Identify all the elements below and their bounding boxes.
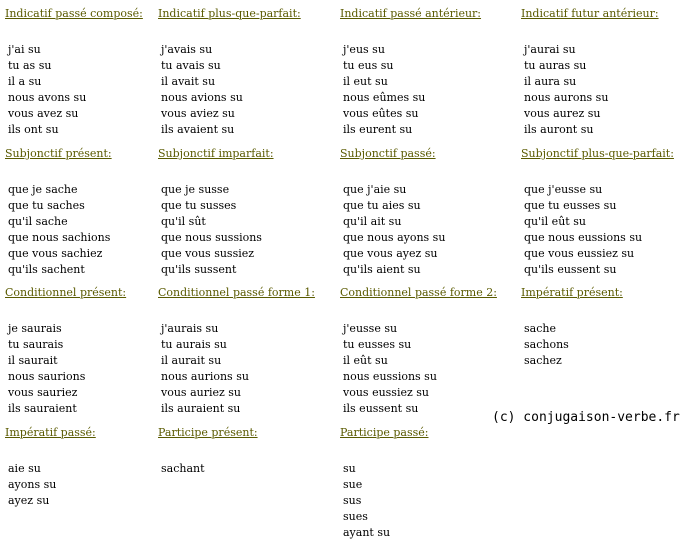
conjugated-form: vous eussiez su bbox=[343, 386, 429, 399]
conjugated-form: que vous eussiez su bbox=[524, 247, 635, 260]
conjugated-form: ils auront su bbox=[524, 123, 594, 136]
conjugated-form: il aurait su bbox=[161, 354, 222, 367]
conjugated-form: il eût su bbox=[343, 354, 388, 367]
conjugated-form: que nous sachions bbox=[8, 231, 111, 244]
conjugation-list bbox=[161, 182, 262, 278]
conjugated-form: nous avions su bbox=[161, 91, 243, 104]
tense-title[interactable]: Participe passé: bbox=[340, 426, 429, 439]
conjugated-form: j'eus su bbox=[343, 43, 385, 56]
conjugation-list bbox=[8, 461, 56, 509]
conjugation-list bbox=[343, 321, 437, 417]
conjugated-form: j'aurai su bbox=[524, 43, 576, 56]
conjugated-form: ils eussent su bbox=[343, 402, 419, 415]
conjugated-form: tu eus su bbox=[343, 59, 394, 72]
tense-title[interactable]: Participe présent: bbox=[158, 426, 258, 439]
conjugated-form: que vous sussiez bbox=[161, 247, 255, 260]
conjugated-form: vous sauriez bbox=[8, 386, 78, 399]
tense-title[interactable]: Subjonctif passé: bbox=[340, 147, 436, 160]
conjugated-form: ayons su bbox=[8, 478, 57, 491]
conjugated-form: sachons bbox=[524, 338, 569, 351]
conjugated-form: j'ai su bbox=[8, 43, 41, 56]
tense-title[interactable]: Subjonctif présent: bbox=[5, 147, 112, 160]
tense-title[interactable]: Conditionnel passé forme 2: bbox=[340, 286, 497, 299]
conjugated-form: que j'aie su bbox=[343, 183, 407, 196]
conjugated-form: je saurais bbox=[8, 322, 62, 335]
conjugated-form: qu'il eût su bbox=[524, 215, 586, 228]
conjugation-list bbox=[161, 461, 205, 477]
conjugated-form: ils sauraient bbox=[8, 402, 77, 415]
conjugated-form: qu'il sache bbox=[8, 215, 68, 228]
conjugated-form: qu'ils eussent su bbox=[524, 263, 617, 276]
conjugated-form: il aura su bbox=[524, 75, 577, 88]
conjugated-form: sache bbox=[524, 322, 556, 335]
conjugated-form: vous auriez su bbox=[161, 386, 242, 399]
conjugated-form: que nous eussions su bbox=[524, 231, 643, 244]
conjugated-form: que je sache bbox=[8, 183, 78, 196]
conjugated-form: que tu aies su bbox=[343, 199, 421, 212]
conjugated-form: il eut su bbox=[343, 75, 388, 88]
conjugated-form: sachez bbox=[524, 354, 562, 367]
conjugated-form: sue bbox=[343, 478, 363, 491]
conjugated-form: nous saurions bbox=[8, 370, 86, 383]
conjugation-list bbox=[524, 182, 642, 278]
tense-title[interactable]: Conditionnel passé forme 1: bbox=[158, 286, 315, 299]
conjugated-form: il avait su bbox=[161, 75, 216, 88]
conjugation-list bbox=[343, 182, 445, 278]
tense-title[interactable]: Indicatif futur antérieur: bbox=[521, 7, 659, 20]
conjugated-form: que tu eusses su bbox=[524, 199, 617, 212]
conjugated-form: ayant su bbox=[343, 526, 391, 539]
conjugated-form: tu avais su bbox=[161, 59, 221, 72]
tense-title[interactable]: Indicatif passé composé: bbox=[5, 7, 143, 20]
conjugated-form: qu'il ait su bbox=[343, 215, 402, 228]
conjugation-list bbox=[8, 42, 86, 138]
conjugation-list bbox=[8, 321, 85, 417]
conjugated-form: ils auraient su bbox=[161, 402, 241, 415]
conjugated-form: que tu susses bbox=[161, 199, 237, 212]
conjugated-form: que vous sachiez bbox=[8, 247, 103, 260]
conjugated-form: vous aurez su bbox=[524, 107, 601, 120]
conjugated-form: que nous ayons su bbox=[343, 231, 446, 244]
conjugated-form: qu'ils sussent bbox=[161, 263, 237, 276]
conjugated-form: que tu saches bbox=[8, 199, 85, 212]
conjugated-form: ils avaient su bbox=[161, 123, 235, 136]
conjugated-form: tu saurais bbox=[8, 338, 64, 351]
tense-title[interactable]: Impératif passé: bbox=[5, 426, 96, 439]
conjugation-list bbox=[161, 42, 243, 138]
conjugated-form: sus bbox=[343, 494, 362, 507]
conjugation-list bbox=[161, 321, 249, 417]
conjugated-form: j'eusse su bbox=[343, 322, 398, 335]
conjugated-form: tu eusses su bbox=[343, 338, 412, 351]
conjugated-form: aie su bbox=[8, 462, 41, 475]
conjugated-form: il saurait bbox=[8, 354, 58, 367]
tense-title[interactable]: Subjonctif imparfait: bbox=[158, 147, 274, 160]
tense-title[interactable]: Impératif présent: bbox=[521, 286, 623, 299]
conjugated-form: vous avez su bbox=[8, 107, 79, 120]
conjugated-form: nous eussions su bbox=[343, 370, 437, 383]
conjugated-form: que j'eusse su bbox=[524, 183, 603, 196]
conjugated-form: que je susse bbox=[161, 183, 230, 196]
conjugation-list bbox=[343, 42, 425, 138]
conjugated-form: sues bbox=[343, 510, 368, 523]
conjugated-form: j'avais su bbox=[161, 43, 213, 56]
copyright-notice: (c) conjugaison-verbe.fr bbox=[492, 410, 680, 425]
conjugated-form: ils ont su bbox=[8, 123, 59, 136]
conjugated-form: nous aurons su bbox=[524, 91, 609, 104]
conjugated-form: tu auras su bbox=[524, 59, 587, 72]
conjugation-list bbox=[8, 182, 110, 278]
conjugated-form: qu'ils aient su bbox=[343, 263, 421, 276]
conjugated-form: ayez su bbox=[8, 494, 50, 507]
tense-title[interactable]: Indicatif plus-que-parfait: bbox=[158, 7, 301, 20]
conjugated-form: nous eûmes su bbox=[343, 91, 426, 104]
tense-title[interactable]: Conditionnel présent: bbox=[5, 286, 127, 299]
conjugation-list bbox=[524, 321, 569, 369]
conjugated-form: nous aurions su bbox=[161, 370, 249, 383]
conjugated-form: ils eurent su bbox=[343, 123, 413, 136]
tense-title[interactable]: Indicatif passé antérieur: bbox=[340, 7, 482, 20]
conjugated-form: nous avons su bbox=[8, 91, 87, 104]
conjugated-form: j'aurais su bbox=[161, 322, 219, 335]
conjugated-form: sachant bbox=[161, 462, 205, 475]
conjugated-form: que nous sussions bbox=[161, 231, 262, 244]
tense-title[interactable]: Subjonctif plus-que-parfait: bbox=[521, 147, 674, 160]
conjugated-form: que vous ayez su bbox=[343, 247, 438, 260]
conjugated-form: qu'il sût bbox=[161, 215, 206, 228]
conjugation-list bbox=[524, 42, 608, 138]
conjugated-form: vous eûtes su bbox=[343, 107, 419, 120]
conjugated-form: qu'ils sachent bbox=[8, 263, 85, 276]
conjugated-form: su bbox=[343, 462, 356, 475]
conjugated-form: vous aviez su bbox=[161, 107, 235, 120]
conjugated-form: tu as su bbox=[8, 59, 52, 72]
conjugated-form: il a su bbox=[8, 75, 42, 88]
conjugation-list bbox=[343, 461, 390, 541]
conjugated-form: tu aurais su bbox=[161, 338, 227, 351]
